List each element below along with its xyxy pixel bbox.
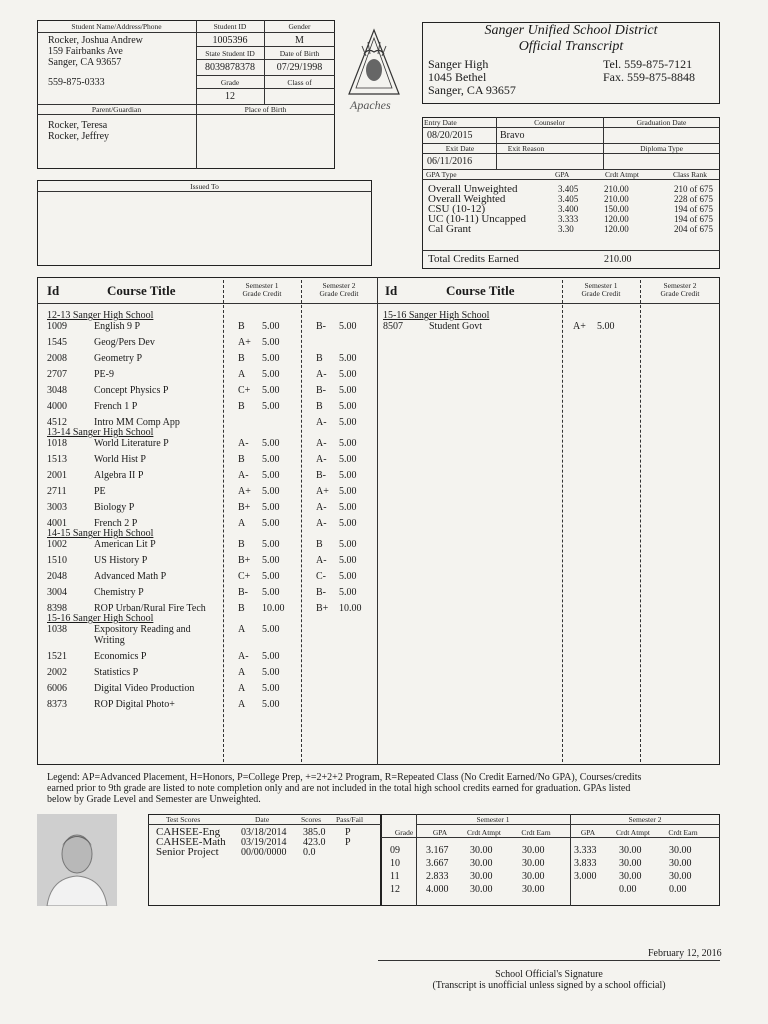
grade-gpa-cell: 30.00: [470, 884, 493, 895]
sem1-grade: A: [238, 683, 246, 694]
left-id-header: Id: [47, 283, 60, 298]
sem1-grade: B: [238, 454, 245, 465]
grade-gpa-cell: 2.833: [426, 871, 449, 882]
gpa-crdt: 120.00: [604, 214, 629, 224]
course-title-cont: Writing: [94, 635, 125, 646]
course-id: 4001: [47, 518, 67, 529]
total-credits-label: Total Credits Earned: [428, 253, 519, 265]
right-course-credit: 5.00: [597, 321, 615, 332]
sem2-grade: B-: [316, 470, 326, 481]
sem1-credit: 5.00: [262, 502, 280, 513]
parent-label: Parent/Guardian: [91, 105, 142, 114]
sem1-grade: A+: [238, 337, 251, 348]
pob-label: Place of Birth: [244, 105, 287, 114]
grade-gpa-cell: 11: [390, 871, 400, 882]
school-name: Sanger High: [428, 57, 489, 71]
grade-gpa-cell: 30.00: [470, 845, 493, 856]
course-id: 2002: [47, 667, 67, 678]
student-name-label: Student Name/Address/Phone: [71, 22, 162, 31]
sem1-grade: B+: [238, 555, 251, 566]
state-id: 8039878378: [205, 62, 255, 73]
course-id: 3003: [47, 502, 67, 513]
grade-label: Grade: [220, 78, 240, 87]
student-street: 159 Fairbanks Ave: [48, 46, 123, 57]
sem2-credit: 5.00: [339, 401, 357, 412]
class-rank-label: Class Rank: [673, 170, 707, 179]
sem1-credit: 5.00: [262, 470, 280, 481]
sem1-credit: 5.00: [262, 353, 280, 364]
sem2-grade: A-: [316, 555, 327, 566]
sem1-credit: 5.00: [262, 369, 280, 380]
student-id: 1005396: [212, 35, 248, 46]
grade-gpa-cell: 3.000: [574, 871, 597, 882]
gpa-label: GPA: [555, 170, 570, 179]
logo-caption: Apaches: [350, 98, 391, 112]
grade-gpa-header: Crdt Atmpt: [467, 828, 501, 837]
course-id: 8398: [47, 603, 67, 614]
sem1-grade: A: [238, 667, 246, 678]
sem2-credit: 5.00: [339, 470, 357, 481]
sem2-credit: 5.00: [339, 486, 357, 497]
test-header-score: Scores: [301, 815, 321, 824]
sem1-credit: 5.00: [262, 555, 280, 566]
grade-gpa-cell: 3.333: [574, 845, 597, 856]
exit-date-label: Exit Date: [445, 144, 475, 153]
section-heading: 13-14 Sanger High School: [47, 427, 154, 438]
course-id: 6006: [47, 683, 67, 694]
sem1-credit: 5.00: [262, 385, 280, 396]
course-title: Expository Reading and: [94, 624, 191, 635]
grade-gpa-header: GPA: [432, 828, 448, 837]
test-date: 00/00/0000: [241, 847, 287, 858]
course-id: 1513: [47, 454, 67, 465]
course-title: World Literature P: [94, 438, 169, 449]
test-pass-fail: P: [345, 827, 351, 838]
test-header-date: Date: [255, 815, 270, 824]
course-title: World Hist P: [94, 454, 146, 465]
sem1-grade: B+: [238, 502, 251, 513]
gpa-type: Cal Grant: [428, 223, 472, 235]
sem1-grade: A: [238, 699, 246, 710]
dob-label: Date of Birth: [279, 49, 320, 58]
sem1-grade: C+: [238, 571, 251, 582]
sem2-grade: A-: [316, 369, 327, 380]
course-id: 1510: [47, 555, 67, 566]
gpa-crdt: 210.00: [604, 184, 629, 194]
gender-label: Gender: [288, 22, 311, 31]
school-logo: [344, 24, 404, 114]
sem1-grade: B: [238, 401, 245, 412]
entry-date-label: Entry Date: [424, 118, 457, 127]
course-id: 8373: [47, 699, 67, 710]
test-name: CAHSEE-Math: [156, 836, 226, 848]
grade-gpa-cell: 4.000: [426, 884, 449, 895]
gpa-crdt: 210.00: [604, 194, 629, 204]
sem1-credit: 5.00: [262, 624, 280, 635]
left-sem1-header: Semester 1 Grade Credit: [242, 281, 282, 298]
grade-gpa-cell: 30.00: [669, 858, 692, 869]
sem1-credit: 5.00: [262, 651, 280, 662]
sem1-credit: 10.00: [262, 603, 285, 614]
school-address-2: Sanger, CA 93657: [428, 83, 516, 97]
right-sem1-header: Semester 1 Grade Credit: [581, 281, 621, 298]
grade-gpa-header: Crdt Earn: [521, 828, 551, 837]
course-title: French 2 P: [94, 518, 138, 529]
sem1-grade: A-: [238, 651, 249, 662]
gpa-value: 3.400: [558, 204, 579, 214]
test-score: 423.0: [303, 837, 326, 848]
test-date: 03/18/2014: [241, 827, 287, 838]
grade-gpa-cell: 30.00: [522, 845, 545, 856]
course-title: Chemistry P: [94, 587, 144, 598]
gpa-rank: 194 of 675: [674, 214, 713, 224]
sem2-credit: 5.00: [339, 587, 357, 598]
grade-gpa-cell: 30.00: [522, 858, 545, 869]
course-title: Intro MM Comp App: [94, 417, 180, 428]
course-title: Biology P: [94, 502, 135, 513]
test-name: CAHSEE-Eng: [156, 826, 221, 838]
sem2-grade: B: [316, 401, 323, 412]
course-id: 1038: [47, 624, 67, 635]
test-score: 0.0: [303, 847, 316, 858]
right-section-heading: 15-16 Sanger High School: [383, 310, 490, 321]
course-title: PE-9: [94, 369, 114, 380]
grade-gpa-cell: 30.00: [669, 871, 692, 882]
sem1-grade: A: [238, 624, 246, 635]
signature-note: (Transcript is unofficial unless signed by a school official): [432, 980, 666, 991]
grade-gpa-cell: 09: [390, 845, 400, 856]
district-subtitle: Official Transcript: [518, 39, 624, 54]
sem2-grade: C-: [316, 571, 326, 582]
sem2-credit: 5.00: [339, 555, 357, 566]
gpa-value: 3.405: [558, 184, 579, 194]
sem1-credit: 5.00: [262, 699, 280, 710]
state-id-label: State Student ID: [205, 49, 255, 58]
sem1-credit: 5.00: [262, 438, 280, 449]
legend-line-1: Legend: AP=Advanced Placement, H=Honors, P=College Prep, +=2+2+2 Program, R=Repeated Class (No Credit Earned/No GPA), Courses/credits: [47, 772, 642, 783]
grade-gpa-cell: 30.00: [470, 871, 493, 882]
course-id: 2008: [47, 353, 67, 364]
sem1-credit: 5.00: [262, 454, 280, 465]
sem2-credit: 5.00: [339, 571, 357, 582]
sem1-credit: 5.00: [262, 337, 280, 348]
sem1-grade: A-: [238, 438, 249, 449]
sem2-grade: A-: [316, 454, 327, 465]
gpa-value: 3.333: [558, 214, 579, 224]
entry-date: 08/20/2015: [427, 130, 473, 141]
sem2-grade: A-: [316, 502, 327, 513]
class-of-label: Class of: [287, 78, 312, 87]
sem2-credit: 5.00: [339, 321, 357, 332]
grade-gpa-cell: 0.00: [669, 884, 687, 895]
signature-date: February 12, 2016: [648, 948, 722, 959]
student-portrait-icon: [37, 814, 117, 906]
district-title: Sanger Unified School District: [484, 23, 658, 38]
section-heading: 15-16 Sanger High School: [47, 613, 154, 624]
section-heading: 14-15 Sanger High School: [47, 528, 154, 539]
sem1-credit: 5.00: [262, 518, 280, 529]
grade-gpa-cell: 30.00: [619, 858, 642, 869]
course-title: English 9 P: [94, 321, 141, 332]
gpa-value: 3.30: [558, 224, 574, 234]
grade-value: 12: [225, 91, 235, 102]
gpa-type: Overall Unweighted: [428, 183, 518, 195]
student-phone: 559-875-0333: [48, 77, 105, 88]
gpa-type: CSU (10-12): [428, 203, 486, 215]
sem2-credit: 5.00: [339, 438, 357, 449]
left-course-title-header: Course Title: [107, 283, 176, 298]
school-fax: Fax. 559-875-8848: [603, 70, 695, 84]
sem1-grade: A: [238, 518, 246, 529]
sem2-grade: B+: [316, 603, 329, 614]
semester-1-label: Semester 1: [476, 815, 510, 824]
right-course-title: Student Govt: [429, 321, 483, 332]
grade-gpa-cell: 10: [390, 858, 400, 869]
student-name: Rocker, Joshua Andrew: [48, 35, 143, 46]
issued-to-box: [37, 180, 372, 266]
sem1-grade: A+: [238, 486, 251, 497]
gpa-rank: 204 of 675: [674, 224, 713, 234]
exit-reason-label: Exit Reason: [507, 144, 545, 153]
test-header-pf: Pass/Fail: [336, 815, 364, 824]
sem1-grade: B: [238, 353, 245, 364]
gpa-rank: 194 of 675: [674, 204, 713, 214]
legend-line-3: below by Grade Level and Semester are Unweighted.: [47, 794, 261, 805]
section-heading: 12-13 Sanger High School: [47, 310, 154, 321]
sem2-credit: 10.00: [339, 603, 362, 614]
test-header-name: Test Scores: [166, 815, 201, 824]
school-address-1: 1045 Bethel: [428, 70, 487, 84]
sem1-grade: B: [238, 321, 245, 332]
course-id: 4000: [47, 401, 67, 412]
course-id: 1521: [47, 651, 67, 662]
sem2-credit: 5.00: [339, 502, 357, 513]
legend: [47, 772, 720, 805]
course-title: Economics P: [94, 651, 147, 662]
parent-1: Rocker, Teresa: [48, 120, 108, 131]
grade-gpa-header: Grade: [394, 828, 414, 837]
sem1-credit: 5.00: [262, 571, 280, 582]
parent-2: Rocker, Jeffrey: [48, 131, 110, 142]
grade-gpa-cell: 30.00: [470, 858, 493, 869]
grade-gpa-header: Crdt Earn: [668, 828, 698, 837]
sem2-credit: 5.00: [339, 353, 357, 364]
semester-2-label: Semester 2: [628, 815, 662, 824]
sem1-credit: 5.00: [262, 683, 280, 694]
course-title: Statistics P: [94, 667, 139, 678]
gpa-rank: 210 of 675: [674, 184, 713, 194]
grade-gpa-cell: 3.167: [426, 845, 449, 856]
sem1-credit: 5.00: [262, 401, 280, 412]
student-city: Sanger, CA 93657: [48, 57, 122, 68]
right-course-title-header: Course Title: [446, 283, 515, 298]
diploma-label: Diploma Type: [640, 144, 683, 153]
issued-to-label: Issued To: [190, 182, 219, 191]
course-id: 2001: [47, 470, 67, 481]
test-pass-fail: P: [345, 837, 351, 848]
counselor-label: Counselor: [534, 118, 565, 127]
gpa-crdt: 120.00: [604, 224, 629, 234]
sem1-credit: 5.00: [262, 321, 280, 332]
course-id: 2707: [47, 369, 67, 380]
sem2-credit: 5.00: [339, 385, 357, 396]
sem1-grade: B: [238, 539, 245, 550]
course-id: 1002: [47, 539, 67, 550]
right-sem2-header: Semester 2 Grade Credit: [660, 281, 700, 298]
course-id: 2048: [47, 571, 67, 582]
student-photo: [37, 814, 117, 906]
course-title: US History P: [94, 555, 148, 566]
grad-date-label: Graduation Date: [636, 118, 687, 127]
sem1-grade: B: [238, 603, 245, 614]
grade-gpa-cell: 0.00: [619, 884, 637, 895]
gpa-value: 3.405: [558, 194, 579, 204]
grade-gpa-cell: 30.00: [669, 845, 692, 856]
dob-value: 07/29/1998: [276, 62, 323, 73]
test-date: 03/19/2014: [241, 837, 287, 848]
course-title: Geometry P: [94, 353, 143, 364]
sem2-grade: B: [316, 539, 323, 550]
sem2-credit: 5.00: [339, 417, 357, 428]
grade-gpa-header: GPA: [580, 828, 596, 837]
grade-gpa-cell: 3.667: [426, 858, 449, 869]
sem2-grade: A+: [316, 486, 329, 497]
sem1-credit: 5.00: [262, 587, 280, 598]
sem2-grade: A-: [316, 438, 327, 449]
gpa-type-label: GPA Type: [426, 170, 457, 179]
sem2-credit: 5.00: [339, 369, 357, 380]
sem1-credit: 5.00: [262, 486, 280, 497]
sem2-credit: 5.00: [339, 454, 357, 465]
sem1-grade: B-: [238, 587, 248, 598]
gpa-rank: 228 of 675: [674, 194, 713, 204]
gpa-crdt: 150.00: [604, 204, 629, 214]
course-title: ROP Urban/Rural Fire Tech: [94, 603, 206, 614]
sem2-grade: A-: [316, 518, 327, 529]
test-score: 385.0: [303, 827, 326, 838]
gpa-type: UC (10-11) Uncapped: [428, 213, 526, 225]
grade-gpa-cell: 30.00: [619, 845, 642, 856]
total-credits: 210.00: [604, 254, 632, 265]
gpa-type: Overall Weighted: [428, 193, 506, 205]
grade-gpa-cell: 30.00: [522, 871, 545, 882]
crdt-atmpt-label: Crdt Atmpt: [605, 170, 639, 179]
sem2-grade: B-: [316, 321, 326, 332]
legend-line-2: earned prior to 9th grade are listed to note completion only and are not included in the total high school credits earned for graduation. GPAs listed: [47, 783, 631, 794]
course-id: 2711: [47, 486, 67, 497]
grade-gpa-cell: 30.00: [522, 884, 545, 895]
grade-gpa-cell: 30.00: [619, 871, 642, 882]
sem1-credit: 5.00: [262, 539, 280, 550]
course-title: Concept Physics P: [94, 385, 169, 396]
course-id: 1018: [47, 438, 67, 449]
grade-gpa-header: Crdt Atmpt: [616, 828, 650, 837]
course-title: Geog/Pers Dev: [94, 337, 155, 348]
right-course-id: 8507: [383, 321, 403, 332]
grade-gpa-cell: 12: [390, 884, 400, 895]
course-title: Algebra II P: [94, 470, 144, 481]
sem2-credit: 5.00: [339, 518, 357, 529]
course-title: ROP Digital Photo+: [94, 699, 175, 710]
sem2-grade: B: [316, 353, 323, 364]
course-title: American Lit P: [94, 539, 156, 550]
school-tel: Tel. 559-875-7121: [603, 57, 693, 71]
left-sem2-header: Semester 2 Grade Credit: [319, 281, 359, 298]
gender-value: M: [295, 35, 304, 46]
course-title: PE: [94, 486, 106, 497]
signature-label: School Official's Signature: [495, 969, 603, 980]
sem1-grade: A: [238, 369, 246, 380]
course-id: 3004: [47, 587, 67, 598]
counselor: Bravo: [500, 130, 525, 141]
course-id: 1545: [47, 337, 67, 348]
course-id: 4512: [47, 417, 67, 428]
course-id: 1009: [47, 321, 67, 332]
sem1-grade: A-: [238, 470, 249, 481]
sem2-grade: B-: [316, 587, 326, 598]
sem2-grade: A-: [316, 417, 327, 428]
course-title: Digital Video Production: [94, 683, 195, 694]
course-title: French 1 P: [94, 401, 138, 412]
grade-gpa-cell: 3.833: [574, 858, 597, 869]
sem1-grade: C+: [238, 385, 251, 396]
sem2-credit: 5.00: [339, 539, 357, 550]
sem2-grade: B-: [316, 385, 326, 396]
right-id-header: Id: [385, 283, 398, 298]
sem1-credit: 5.00: [262, 667, 280, 678]
test-name: Senior Project: [156, 846, 219, 858]
student-id-label: Student ID: [213, 22, 247, 31]
right-course-grade: A+: [573, 321, 586, 332]
exit-date: 06/11/2016: [427, 156, 473, 167]
course-id: 3048: [47, 385, 67, 396]
course-title: Advanced Math P: [94, 571, 167, 582]
